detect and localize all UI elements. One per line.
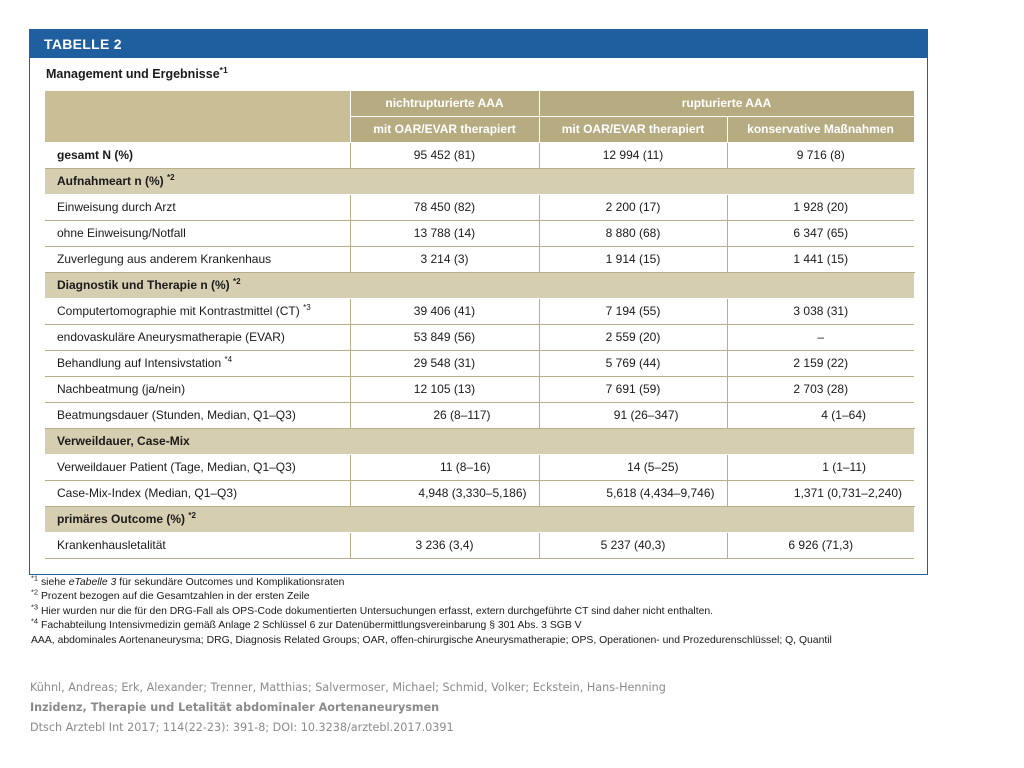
row-label: Zuverlegung aus anderem Krankenhaus bbox=[45, 246, 350, 272]
header-blank-cell bbox=[45, 91, 350, 142]
table-row-referral bbox=[45, 194, 914, 220]
table-row-casemix bbox=[45, 480, 914, 506]
row-label: gesamt N (%) bbox=[45, 142, 350, 168]
cell-c2: 14 (5–25) bbox=[539, 454, 727, 480]
cell-c1: 3 214 (3) bbox=[350, 246, 539, 272]
cell-c3: 1,371 (0,731–2,240) bbox=[727, 480, 914, 506]
table-row-ventilation bbox=[45, 376, 914, 402]
table-row-vent-duration bbox=[45, 402, 914, 428]
cell-c3: 1 441 (15) bbox=[727, 246, 914, 272]
cell-c1: 39 406 (41) bbox=[350, 298, 539, 324]
cell-c1: 26 (8–117) bbox=[350, 402, 539, 428]
cell-c2: 2 559 (20) bbox=[539, 324, 727, 350]
cell-c3: – bbox=[727, 324, 914, 350]
footnote-text: Hier wurden nur die für den DRG-Fall als OPS-Code dokumentierten Untersuchungen erfasst, extern durchgeführte CT sind daher nicht enthalten. bbox=[40, 605, 714, 617]
footnote-3 bbox=[31, 602, 928, 619]
footnote-text: Fachabteilung Intensivmedizin gemäß Anlage 2 Schlüssel 6 zur Datenübermittlungsvereinbarung § 301 Abs. 3 SGB V bbox=[40, 620, 582, 632]
cell-c3: 6 347 (65) bbox=[727, 220, 914, 246]
table-row-ct bbox=[45, 298, 914, 324]
cell-c3: 2 703 (28) bbox=[727, 376, 914, 402]
cell-c2: 7 691 (59) bbox=[539, 376, 727, 402]
cell-c3: 6 926 (71,3) bbox=[727, 532, 914, 558]
section-mark: *2 bbox=[167, 173, 175, 182]
footnote-text: Prozent bezogen auf die Gesamtzahlen in der ersten Zeile bbox=[40, 591, 310, 603]
subtitle-text: Management und Ergebnisse bbox=[46, 67, 220, 81]
cell-c1: 53 849 (56) bbox=[350, 324, 539, 350]
footnote-mark: *1 bbox=[31, 573, 39, 583]
row-label: ohne Einweisung/Notfall bbox=[45, 220, 350, 246]
section-stay bbox=[45, 428, 914, 454]
table-row-evar bbox=[45, 324, 914, 350]
citation-title: Inzidenz, Therapie und Letalität abdominaler Aortenaneurysmen bbox=[30, 701, 440, 714]
cell-c3: 1 928 (20) bbox=[727, 194, 914, 220]
footnote-abbreviations: AAA, abdominales Aortenaneurysma; DRG, Diagnosis Related Groups; OAR, offen-chirurgische Aneurysmatherapie; OPS, Operationen- und Prozedurenschlüssel; Q, Quantil bbox=[31, 634, 832, 646]
citation-authors: Kühnl, Andreas; Erk, Alexander; Trenner, Matthias; Salvermoser, Michael; Schmid, Volker; Eckstein, Hans-Henning bbox=[30, 681, 666, 694]
section-label bbox=[45, 272, 914, 298]
subtitle-footnote-mark: *1 bbox=[219, 64, 228, 75]
table-subtitle bbox=[46, 64, 228, 81]
citation bbox=[30, 678, 666, 738]
row-label: Nachbeatmung (ja/nein) bbox=[45, 376, 350, 402]
footnote-mark: *2 bbox=[31, 587, 39, 597]
section-label: Verweildauer, Case-Mix bbox=[45, 428, 914, 454]
cell-c2: 1 914 (15) bbox=[539, 246, 727, 272]
cell-c3: 3 038 (31) bbox=[727, 298, 914, 324]
cell-c2: 12 994 (11) bbox=[539, 142, 727, 168]
table-banner: TABELLE 2 bbox=[30, 30, 927, 58]
section-text: primäres Outcome (%) bbox=[57, 512, 186, 526]
footnote-mark: *3 bbox=[31, 602, 39, 612]
cell-c2: 2 200 (17) bbox=[539, 194, 727, 220]
row-label: Case-Mix-Index (Median, Q1–Q3) bbox=[45, 480, 350, 506]
table-footnotes bbox=[29, 573, 928, 648]
cell-c1: 4,948 (3,330–5,186) bbox=[350, 480, 539, 506]
header-col-3: konservative Maßnahmen bbox=[727, 116, 914, 142]
cell-c2: 5,618 (4,434–9,746) bbox=[539, 480, 727, 506]
table-row-icu bbox=[45, 350, 914, 376]
footnote-2 bbox=[31, 587, 928, 604]
section-admission bbox=[45, 168, 914, 194]
section-diagnostics bbox=[45, 272, 914, 298]
cell-c1: 78 450 (82) bbox=[350, 194, 539, 220]
section-text: Aufnahmeart n (%) bbox=[57, 174, 164, 188]
cell-c2: 7 194 (55) bbox=[539, 298, 727, 324]
footnote-text: für sekundäre Outcomes und Komplikationsraten bbox=[119, 577, 345, 588]
row-label: Beatmungsdauer (Stunden, Median, Q1–Q3) bbox=[45, 402, 350, 428]
footnote-link-text: eTabelle 3 bbox=[68, 577, 117, 588]
footnote-4 bbox=[31, 616, 928, 633]
table-row-emergency bbox=[45, 220, 914, 246]
results-table bbox=[45, 91, 915, 559]
row-label: Krankenhausletalität bbox=[45, 532, 350, 558]
section-label bbox=[45, 168, 914, 194]
citation-source: Dtsch Arztebl Int 2017; 114(22-23): 391-8; DOI: 10.3238/arztebl.2017.0391 bbox=[30, 721, 454, 734]
table-row-stay bbox=[45, 454, 914, 480]
table-row-mortality bbox=[45, 532, 914, 558]
row-label: Verweildauer Patient (Tage, Median, Q1–Q3) bbox=[45, 454, 350, 480]
row-label-text: Computertomographie mit Kontrastmittel (CT) bbox=[57, 304, 300, 318]
cell-c2: 8 880 (68) bbox=[539, 220, 727, 246]
cell-c1: 29 548 (31) bbox=[350, 350, 539, 376]
cell-c1: 3 236 (3,4) bbox=[350, 532, 539, 558]
header-col-2: mit OAR/EVAR therapiert bbox=[539, 116, 727, 142]
cell-c3: 1 (1–11) bbox=[727, 454, 914, 480]
row-footnote-mark: *3 bbox=[303, 303, 311, 312]
section-text: Diagnostik und Therapie n (%) bbox=[57, 278, 230, 292]
cell-c3: 2 159 (22) bbox=[727, 350, 914, 376]
table-figure bbox=[29, 29, 928, 575]
table-row-transfer bbox=[45, 246, 914, 272]
header-col-1: mit OAR/EVAR therapiert bbox=[350, 116, 539, 142]
footnote-text: siehe bbox=[40, 577, 66, 588]
row-label: Einweisung durch Arzt bbox=[45, 194, 350, 220]
row-label-text: Behandlung auf Intensivstation bbox=[57, 356, 222, 370]
cell-c1: 13 788 (14) bbox=[350, 220, 539, 246]
section-mark: *2 bbox=[188, 511, 196, 520]
cell-c1: 11 (8–16) bbox=[350, 454, 539, 480]
section-mark: *2 bbox=[233, 277, 241, 286]
cell-c2: 91 (26–347) bbox=[539, 402, 727, 428]
header-ruptured: rupturierte AAA bbox=[539, 91, 914, 116]
footnote-1 bbox=[31, 573, 928, 590]
row-label: endovaskuläre Aneurysmatherapie (EVAR) bbox=[45, 324, 350, 350]
row-label bbox=[45, 350, 350, 376]
cell-c2: 5 769 (44) bbox=[539, 350, 727, 376]
cell-c1: 95 452 (81) bbox=[350, 142, 539, 168]
row-label bbox=[45, 298, 350, 324]
section-label bbox=[45, 506, 914, 532]
row-footnote-mark: *4 bbox=[224, 355, 233, 364]
header-nonruptured: nichtrupturierte AAA bbox=[350, 91, 539, 116]
cell-c3: 9 716 (8) bbox=[727, 142, 914, 168]
table-row-total bbox=[45, 142, 914, 168]
cell-c3: 4 (1–64) bbox=[727, 402, 914, 428]
cell-c2: 5 237 (40,3) bbox=[539, 532, 727, 558]
cell-c1: 12 105 (13) bbox=[350, 376, 539, 402]
header-group-row bbox=[45, 91, 914, 116]
section-outcome bbox=[45, 506, 914, 532]
footnote-mark: *4 bbox=[31, 616, 39, 626]
